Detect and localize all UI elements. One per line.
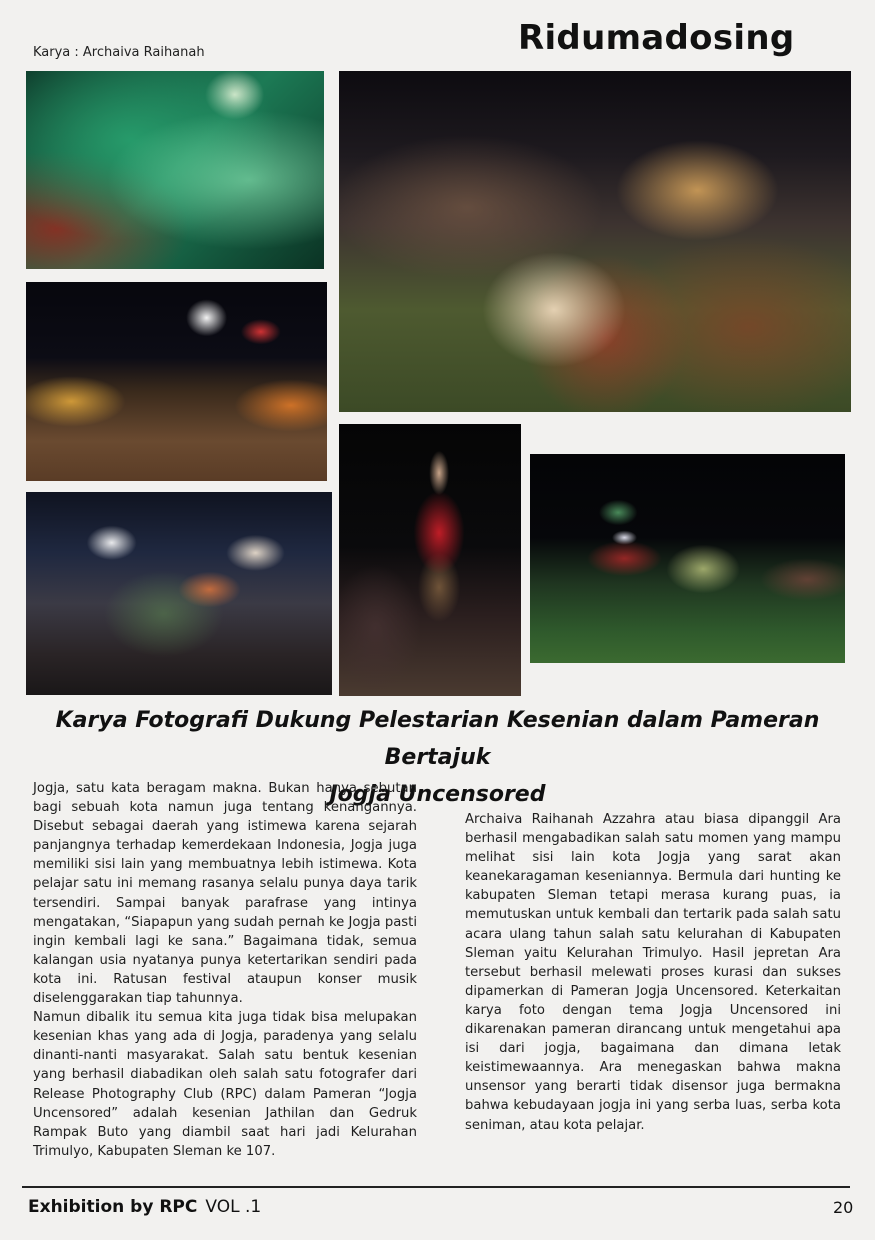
- photo-buto-mask-performer: [339, 71, 851, 412]
- photo-night-stage-dancers: [26, 282, 327, 481]
- volume-label: VOL .1: [205, 1197, 262, 1217]
- column1-paragraph-1: Jogja, satu kata beragam makna. Bukan hanya sebutan bagi sebuah kota namun juga tentang kenangannya. Disebut sebagai daerah yang istimewa karena sejarah panjangnya terhadap kemerdekaan Indonesia, Jogja juga memiliki sisi lain yang membuatnya lebih istimewa. Kota pelajar satu ini memang rasanya selalu punya daya tarik tersendiri. Sampai banyak parafrase yang intinya mengatakan, “Siapapun yang sudah pernah ke Jogja pasti ingin kembali lagi ke sana.” Bagaimana tidak, semua kalangan usia nyatanya punya ketertarikan sendiri pada kota ini. Ratusan festival ataupun konser musik diselenggarakan tiap tahunnya.: [33, 781, 417, 1007]
- headline-line-1: Karya Fotografi Dukung Pelestarian Kesenian dalam Pameran Bertajuk: [55, 708, 820, 770]
- article-column-1: [33, 779, 417, 1161]
- column1-paragraph-2: Namun dibalik itu semua kita juga tidak bisa melupakan kesenian khas yang ada di Jogja, paradenya yang selalu dinanti-nanti masyarakat. Salah satu bentuk kesenian yang berhasil diabadikan oleh salah satu fotografer dari Release Photography Club (RPC) dalam Pameran “Jogja Uncensored” adalah kesenian Jathilan dan Gedruk Rampak Buto yang diambil saat hari jadi Kelurahan Trimulyo, Kabupaten Sleman ke 107.: [33, 1010, 417, 1159]
- publication-name: Exhibition by RPC: [28, 1197, 198, 1217]
- footer-divider: [22, 1186, 850, 1188]
- column2-paragraph-1: Archaiva Raihanah Azzahra atau biasa dipanggil Ara berhasil mengabadikan salah satu momen yang mampu melihat sisi lain kota Jogja yang sarat akan keanekaragaman keseniannya. Bermula dari hunting ke kabupaten Sleman tetapi merasa kurang puas, ia memutuskan untuk kembali dan tertarik pada salah satu acara ulang tahun salah satu kelurahan di Kabupaten Sleman yaitu Kelurahan Trimulyo. Hasil jepretan Ara tersebut berhasil melewati proses kurasi dan sukses dipamerkan di Pameran Jogja Uncensored. Keterkaitan karya foto dengan tema Jogja Uncensored ini dikarenakan pameran dirancang untuk mengetahui apa isi dari jogja, bagaimana dan dimana letak keistimewaannya. Ara menegaskan bahwa makna unsensor yang berarti tidak disensor juga bermakna bahwa kebudayaan jogja ini yang serba luas, serba kota seniman, atau kota pelajar.: [465, 812, 841, 1133]
- photo-green-smoke-dancer: [26, 71, 324, 269]
- photo-blurred-crowd: [26, 492, 332, 695]
- headline-line-2: Jogja Uncensored: [329, 782, 546, 807]
- photo-dancer-red-costume: [339, 424, 521, 696]
- article-column-2: [465, 810, 841, 1135]
- photo-group-dancers-field: [530, 454, 845, 663]
- photo-credit: Karya : Archaiva Raihanah: [33, 45, 205, 60]
- footer-publication: [28, 1197, 261, 1217]
- page-number: 20: [833, 1198, 854, 1217]
- brand-title: Ridumadosing: [518, 18, 795, 58]
